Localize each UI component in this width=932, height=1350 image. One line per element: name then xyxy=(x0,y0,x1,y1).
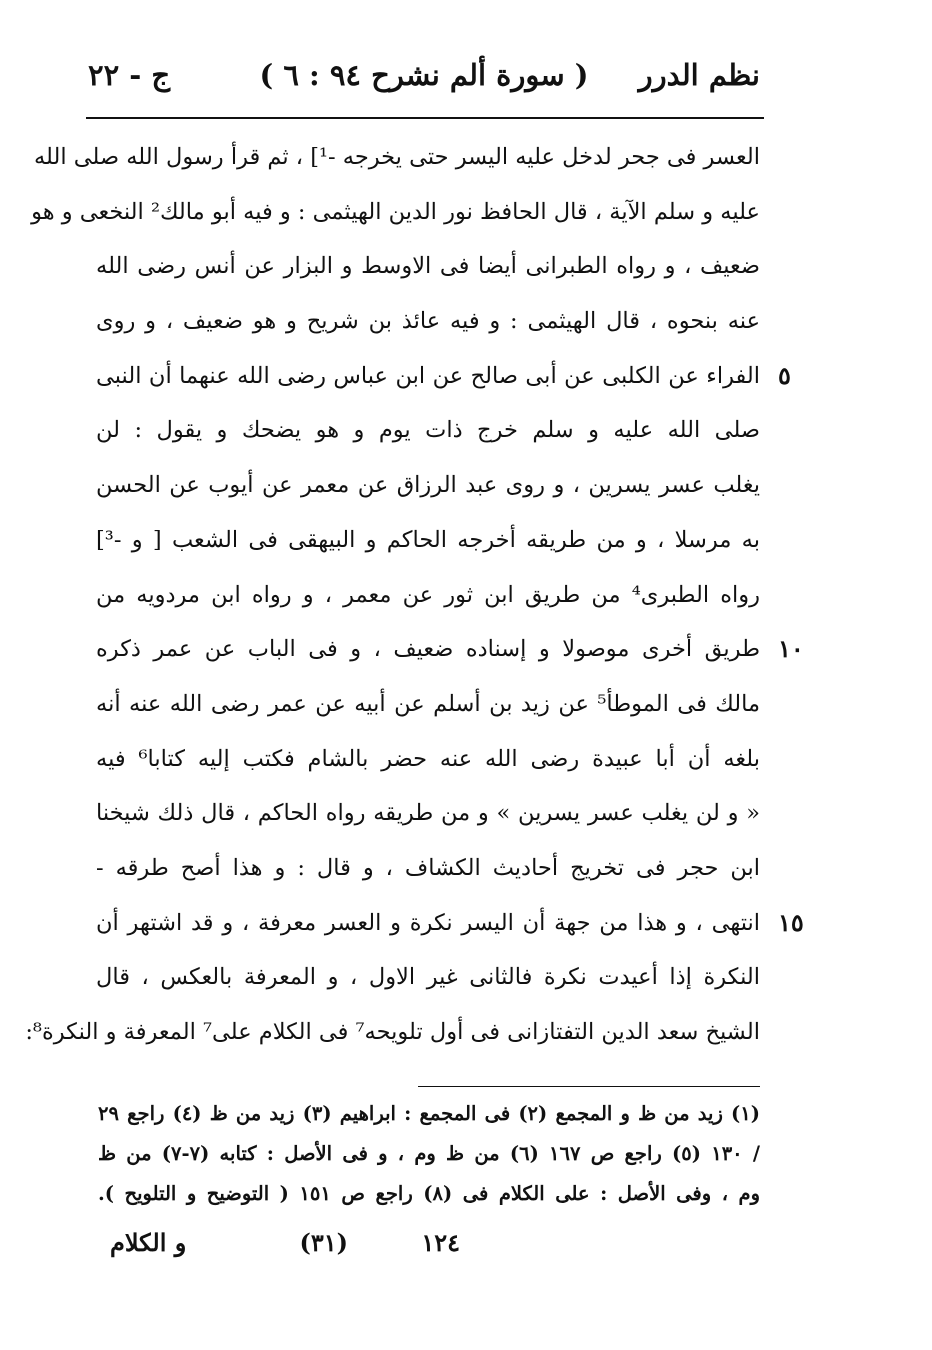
text-line: ٥ الفراء عن الكلبى عن أبى صالح عن ابن عباس رضى الله عنهما أن النبى xyxy=(96,349,760,404)
text-line: « و لن يغلب عسر يسرين » و من طريقه رواه الحاكم ، قال ذلك شيخنا xyxy=(96,800,760,827)
text-line: به مرسلا ، و من طريقه أخرجه الحاكم و البيهقى فى الشعب [ و -³] xyxy=(96,526,760,553)
volume-number: ج - ٢٢ xyxy=(88,58,171,92)
text-line: عنه بنحوه ، قال الهيثمى : و فيه عائذ بن شريح و هو ضعيف ، و روى xyxy=(96,308,760,335)
running-title: نظم الدرر xyxy=(638,58,760,92)
surah-reference: ( سورة ألم نشرح ٩٤ : ٦ ) xyxy=(259,58,589,92)
footnote-rule xyxy=(418,1086,760,1087)
text-line: ضعيف ، و رواه الطبرانى أيضا فى الاوسط و البزار عن أنس رضى الله xyxy=(96,253,760,280)
text-line: عليه و سلم الآية ، قال الحافظ نور الدين الهيثمى : و فيه أبو مالك² النخعى و هو xyxy=(31,198,760,225)
text-line: الشيخ سعد الدين التفتازانى فى أول تلويحه⁷ فى الكلام على⁷ المعرفة و النكرة⁸: xyxy=(25,1019,760,1045)
text-line: ابن حجر فى تخريج أحاديث الكشاف ، و قال : و هذا أصح طرقه - xyxy=(96,854,760,881)
line-number-15: ١٥ xyxy=(778,907,804,937)
line-number-5: ٥ xyxy=(778,360,791,390)
text-line: ١٥ انتهى ، و هذا من جهة أن اليسر نكرة و العسر معرفة ، و قد اشتهر أن xyxy=(96,896,760,951)
text-line: العسر فى جحر لدخل عليه اليسر حتى يخرجه -¹] ، ثم قرأ رسول الله صلى الله xyxy=(33,144,760,170)
footnote-line: وم ، وفى الأصل : على الكلام فى (٨) راجع ص ١٥١ ( التوضيح و التلويح ). xyxy=(98,1182,760,1205)
text-line: بلغه أن أبا عبيدة رضى الله عنه حضر بالشام فكتب إليه كتابا⁶ فيه xyxy=(96,745,760,772)
line-number-10: ١٠ xyxy=(778,634,804,664)
text-line: مالك فى الموطأ⁵ عن زيد بن أسلم عن أبيه عن عمر رضى الله عنه أنه xyxy=(96,690,760,717)
text-line: رواه الطبرى⁴ من طريق ابن ثور عن معمر ، و رواه ابن مردويه من xyxy=(96,581,760,608)
header-rule xyxy=(86,117,764,119)
page-number: ١٢٤ xyxy=(421,1228,460,1257)
page-footer xyxy=(90,1228,770,1268)
footnote-line: (١) زيد من ظ و المجمع (٢) فى المجمع : ابراهيم (٣) زيد من ظ (٤) راجع ٢٩ xyxy=(98,1102,760,1125)
footnotes xyxy=(98,1094,760,1214)
text-line: يغلب عسر يسرين ، و روى عبد الرزاق عن معمر عن أيوب عن الحسن xyxy=(96,472,760,499)
main-text xyxy=(25,130,804,1060)
text-line: صلى الله عليه و سلم خرج ذات يوم و هو يضحك و يقول : لن xyxy=(96,417,760,444)
catchword: و الكلام xyxy=(110,1228,187,1257)
text-line: ١٠ طريق أخرى موصولا و إسناده ضعيف ، و فى الباب عن عمر ذكره xyxy=(96,622,760,677)
page-header xyxy=(88,58,760,108)
signature-mark: (٣١) xyxy=(299,1228,348,1257)
footnote-line: / ١٣٠ (٥) راجع ص ١٦٧ (٦) من ظ وم ، و فى الأصل : كتابه (٧-٧) من ظ xyxy=(98,1142,761,1165)
text-line: النكرة إذا أعيدت نكرة فالثانى غير الاول ، و المعرفة بالعكس ، قال xyxy=(96,964,760,991)
